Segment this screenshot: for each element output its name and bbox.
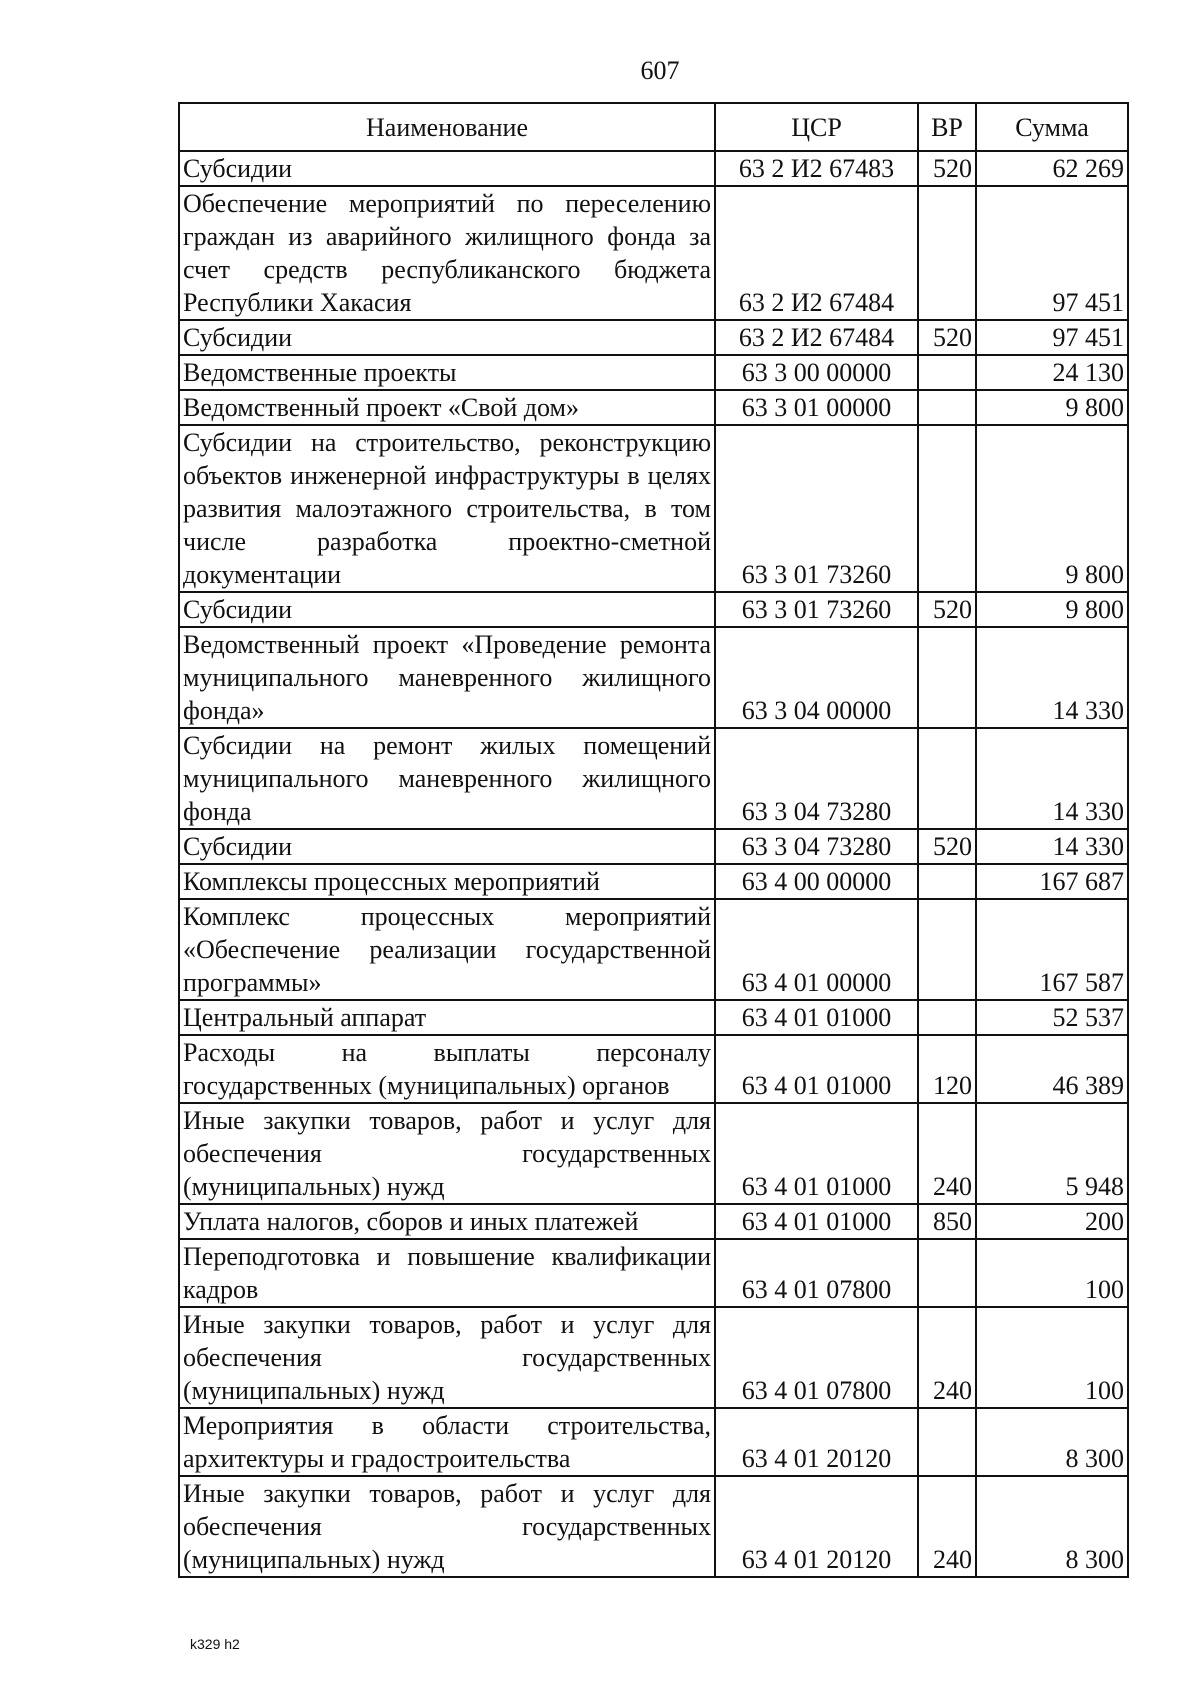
cell-csr: 63 3 04 73280 (715, 728, 918, 829)
cell-csr: 63 3 04 00000 (715, 627, 918, 728)
cell-vr (918, 728, 976, 829)
table-row (179, 1476, 1128, 1577)
table-row (179, 186, 1128, 320)
cell-vr: 120 (918, 1035, 976, 1103)
cell-vr: 850 (918, 1204, 976, 1239)
cell-sum: 97 451 (976, 186, 1128, 320)
footer-code: k329 h2 (190, 1636, 240, 1652)
cell-csr: 63 3 01 00000 (715, 390, 918, 425)
cell-sum: 14 330 (976, 627, 1128, 728)
cell-csr: 63 4 01 20120 (715, 1408, 918, 1476)
cell-name: Мероприятия в области строительства, архитектуры и градостроительства (179, 1408, 715, 1476)
cell-vr: 520 (918, 320, 976, 355)
table-row (179, 627, 1128, 728)
table-row (179, 592, 1128, 627)
cell-name: Ведомственный проект «Проведение ремонта муниципального маневренного жилищного фонда» (179, 627, 715, 728)
cell-name: Субсидии на строительство, реконструкцию объектов инженерной инфраструктуры в целях развития малоэтажного строительства, в том числе разработка проектно-сметной документации (179, 425, 715, 592)
header-csr: ЦСР (715, 103, 918, 151)
table-row (179, 829, 1128, 864)
cell-csr: 63 2 И2 67484 (715, 186, 918, 320)
cell-sum: 8 300 (976, 1408, 1128, 1476)
cell-name: Субсидии (179, 320, 715, 355)
table-row (179, 355, 1128, 390)
table-header-row (179, 103, 1128, 151)
cell-sum: 9 800 (976, 390, 1128, 425)
cell-name: Комплекс процессных мероприятий «Обеспечение реализации государственной программы» (179, 899, 715, 1000)
cell-sum: 46 389 (976, 1035, 1128, 1103)
cell-sum: 200 (976, 1204, 1128, 1239)
cell-vr (918, 1000, 976, 1035)
table-row (179, 1408, 1128, 1476)
cell-name: Центральный аппарат (179, 1000, 715, 1035)
cell-vr (918, 186, 976, 320)
cell-name: Субсидии на ремонт жилых помещений муниципального маневренного жилищного фонда (179, 728, 715, 829)
cell-name: Уплата налогов, сборов и иных платежей (179, 1204, 715, 1239)
cell-name: Иные закупки товаров, работ и услуг для обеспечения государственных (муниципальных) нужд (179, 1307, 715, 1408)
table-row (179, 1035, 1128, 1103)
page-number: 607 (640, 56, 680, 85)
cell-sum: 9 800 (976, 592, 1128, 627)
header-sum: Сумма (976, 103, 1128, 151)
cell-sum: 5 948 (976, 1103, 1128, 1204)
cell-sum: 9 800 (976, 425, 1128, 592)
budget-table (178, 102, 1129, 1578)
cell-vr (918, 390, 976, 425)
cell-sum: 52 537 (976, 1000, 1128, 1035)
cell-csr: 63 4 01 01000 (715, 1000, 918, 1035)
cell-vr: 520 (918, 592, 976, 627)
cell-vr (918, 1408, 976, 1476)
table-row (179, 1239, 1128, 1307)
cell-csr: 63 3 01 73260 (715, 425, 918, 592)
cell-csr: 63 4 01 20120 (715, 1476, 918, 1577)
cell-csr: 63 4 01 01000 (715, 1103, 918, 1204)
cell-vr: 240 (918, 1307, 976, 1408)
cell-name: Обеспечение мероприятий по переселению граждан из аварийного жилищного фонда за счет средств республиканского бюджета Республики Хакасия (179, 186, 715, 320)
cell-csr: 63 4 01 00000 (715, 899, 918, 1000)
table-row (179, 864, 1128, 899)
cell-csr: 63 2 И2 67483 (715, 151, 918, 186)
cell-vr (918, 864, 976, 899)
table-row (179, 899, 1128, 1000)
cell-csr: 63 4 01 07800 (715, 1239, 918, 1307)
cell-name: Иные закупки товаров, работ и услуг для обеспечения государственных (муниципальных) нужд (179, 1103, 715, 1204)
cell-vr: 520 (918, 151, 976, 186)
cell-sum: 14 330 (976, 728, 1128, 829)
table-row (179, 1000, 1128, 1035)
cell-vr: 240 (918, 1103, 976, 1204)
cell-csr: 63 4 00 00000 (715, 864, 918, 899)
cell-name: Комплексы процессных мероприятий (179, 864, 715, 899)
cell-csr: 63 3 01 73260 (715, 592, 918, 627)
table-row (179, 1307, 1128, 1408)
header-vr: ВР (918, 103, 976, 151)
cell-sum: 100 (976, 1239, 1128, 1307)
table-body (179, 151, 1128, 1577)
cell-name: Субсидии (179, 829, 715, 864)
table-row (179, 390, 1128, 425)
cell-csr: 63 3 00 00000 (715, 355, 918, 390)
cell-csr: 63 4 01 01000 (715, 1035, 918, 1103)
cell-sum: 167 587 (976, 899, 1128, 1000)
table-row (179, 151, 1128, 186)
cell-sum: 97 451 (976, 320, 1128, 355)
cell-name: Субсидии (179, 151, 715, 186)
table-row (179, 728, 1128, 829)
cell-name: Субсидии (179, 592, 715, 627)
cell-vr: 240 (918, 1476, 976, 1577)
cell-name: Расходы на выплаты персоналу государственных (муниципальных) органов (179, 1035, 715, 1103)
header-name: Наименование (179, 103, 715, 151)
cell-name: Переподготовка и повышение квалификации кадров (179, 1239, 715, 1307)
cell-vr (918, 355, 976, 390)
cell-name: Ведомственные проекты (179, 355, 715, 390)
cell-csr: 63 4 01 01000 (715, 1204, 918, 1239)
cell-sum: 62 269 (976, 151, 1128, 186)
table-row (179, 1204, 1128, 1239)
table-row (179, 320, 1128, 355)
table-row (179, 425, 1128, 592)
cell-sum: 100 (976, 1307, 1128, 1408)
cell-name: Иные закупки товаров, работ и услуг для обеспечения государственных (муниципальных) нужд (179, 1476, 715, 1577)
cell-vr (918, 627, 976, 728)
cell-name: Ведомственный проект «Свой дом» (179, 390, 715, 425)
table-row (179, 1103, 1128, 1204)
cell-sum: 24 130 (976, 355, 1128, 390)
cell-vr (918, 1239, 976, 1307)
cell-sum: 14 330 (976, 829, 1128, 864)
cell-csr: 63 3 04 73280 (715, 829, 918, 864)
cell-sum: 8 300 (976, 1476, 1128, 1577)
cell-csr: 63 2 И2 67484 (715, 320, 918, 355)
cell-vr (918, 899, 976, 1000)
cell-vr: 520 (918, 829, 976, 864)
cell-csr: 63 4 01 07800 (715, 1307, 918, 1408)
cell-vr (918, 425, 976, 592)
cell-sum: 167 687 (976, 864, 1128, 899)
